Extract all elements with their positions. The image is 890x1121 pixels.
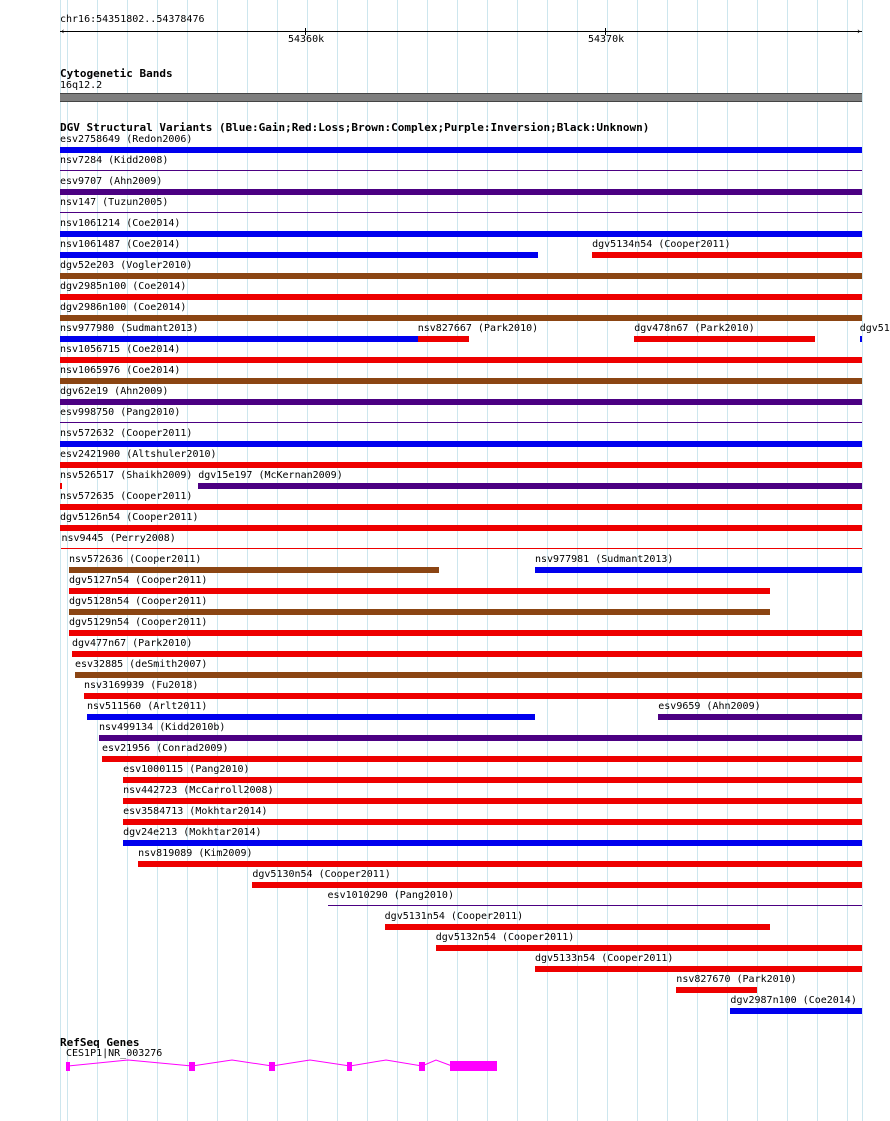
variant-bar[interactable]: [60, 294, 862, 300]
variant-bar[interactable]: [87, 714, 535, 720]
variant-label[interactable]: nsv511560 (Arlt2011): [86, 701, 208, 712]
variant-bar[interactable]: [123, 819, 862, 825]
variant-bar[interactable]: [60, 212, 862, 213]
gene-exon[interactable]: [269, 1062, 275, 1071]
gene-label[interactable]: CES1P1|NR_003276: [66, 1048, 163, 1059]
variant-label[interactable]: dgv52e203 (Vogler2010): [60, 260, 193, 271]
variant-bar[interactable]: [60, 189, 862, 195]
variant-bar[interactable]: [75, 672, 862, 678]
variant-bar[interactable]: [60, 147, 862, 153]
variant-bar[interactable]: [99, 735, 862, 741]
variant-label[interactable]: nsv442723 (McCarroll2008): [123, 785, 274, 796]
gene-exon[interactable]: [347, 1062, 352, 1071]
variant-bar[interactable]: [634, 336, 814, 342]
ruler-right-arrow: ›: [856, 27, 862, 37]
gene-exon[interactable]: [66, 1062, 70, 1071]
variant-label[interactable]: nsv827667 (Park2010): [417, 323, 539, 334]
gene-intron-line: [68, 1060, 452, 1066]
variant-label[interactable]: nsv977981 (Sudmant2013): [534, 554, 674, 565]
variant-bar[interactable]: [535, 567, 862, 573]
track-title-refseq: RefSeq Genes: [60, 1036, 140, 1049]
gene-exon[interactable]: [189, 1062, 195, 1071]
gene-model[interactable]: [0, 1056, 890, 1076]
variant-label[interactable]: dgv5134n54 (Cooper2011): [592, 239, 731, 250]
variant-label[interactable]: esv998750 (Pang2010): [60, 407, 181, 418]
variant-label[interactable]: dgv15e197 (McKernan2009): [198, 470, 343, 481]
variant-bar[interactable]: [60, 504, 862, 510]
variant-label[interactable]: nsv1061214 (Coe2014): [60, 218, 181, 229]
variant-bar[interactable]: [730, 1008, 862, 1014]
variant-label[interactable]: nsv819089 (Kim2009): [138, 848, 253, 859]
variant-bar[interactable]: [69, 588, 770, 594]
variant-label[interactable]: esv2421900 (Altshuler2010): [60, 449, 217, 460]
variant-bar[interactable]: [123, 798, 862, 804]
variant-label[interactable]: nsv572636 (Cooper2011): [68, 554, 202, 565]
variant-label[interactable]: dgv5129n54 (Cooper2011): [68, 617, 208, 628]
variant-label[interactable]: dgv477n67 (Park2010): [71, 638, 193, 649]
variant-label[interactable]: dgv2985n100 (Coe2014): [60, 281, 187, 292]
variant-label[interactable]: nsv1056715 (Coe2014): [60, 344, 181, 355]
variant-label[interactable]: nsv1065976 (Coe2014): [60, 365, 181, 376]
variant-label[interactable]: dgv478n67 (Park2010): [634, 323, 755, 334]
variant-bar[interactable]: [84, 693, 862, 699]
gene-exon[interactable]: [450, 1061, 497, 1071]
variant-label[interactable]: esv21956 (Conrad2009): [102, 743, 229, 754]
variant-label[interactable]: dgv5131n54 (Cooper2011): [384, 911, 524, 922]
variant-bar[interactable]: [60, 441, 862, 447]
variant-bar[interactable]: [418, 336, 469, 342]
variant-bar[interactable]: [69, 609, 770, 615]
variant-bar[interactable]: [102, 756, 862, 762]
variant-bar[interactable]: [61, 548, 862, 549]
track-title-dgv: DGV Structural Variants (Blue:Gain;Red:Loss;Brown:Complex;Purple:Inversion;Black:Unknown): [60, 121, 650, 134]
variant-label[interactable]: esv1000115 (Pang2010): [123, 764, 250, 775]
variant-bar[interactable]: [72, 651, 862, 657]
cytoband-label: 16q12.2: [60, 80, 103, 91]
variant-label[interactable]: esv32885 (deSmith2007): [74, 659, 208, 670]
variant-label[interactable]: esv2758649 (Redon2006): [60, 134, 193, 145]
variant-label[interactable]: dgv24e213 (Mokhtar2014): [123, 827, 262, 838]
variant-label[interactable]: dgv2986n100 (Coe2014): [60, 302, 187, 313]
variant-bar[interactable]: [860, 336, 862, 342]
variant-bar[interactable]: [535, 966, 862, 972]
variant-bar[interactable]: [198, 483, 862, 489]
variant-bar[interactable]: [123, 777, 862, 783]
variant-bar[interactable]: [60, 483, 62, 489]
variant-label[interactable]: dgv62e19 (Ahn2009): [60, 386, 169, 397]
variant-bar[interactable]: [60, 252, 538, 258]
variant-label[interactable]: nsv572635 (Cooper2011): [60, 491, 193, 502]
variant-bar[interactable]: [60, 525, 862, 531]
variant-label[interactable]: dgv5133n54 (Cooper2011): [534, 953, 674, 964]
variant-label[interactable]: nsv572632 (Cooper2011): [60, 428, 193, 439]
variant-bar[interactable]: [69, 567, 439, 573]
variant-bar[interactable]: [123, 840, 862, 846]
variant-label[interactable]: nsv7284 (Kidd2008): [60, 155, 169, 166]
ruler-tick-label: 54370k: [588, 34, 625, 45]
variant-bar[interactable]: [60, 422, 862, 423]
variant-bar[interactable]: [60, 357, 862, 363]
variant-label[interactable]: esv9707 (Ahn2009): [60, 176, 163, 187]
variant-label[interactable]: dgv5130n54 (Cooper2011): [252, 869, 391, 880]
variant-bar[interactable]: [328, 905, 862, 906]
variant-label[interactable]: nsv147 (Tuzun2005): [60, 197, 169, 208]
variant-bar[interactable]: [60, 231, 862, 237]
variant-label[interactable]: esv3584713 (Mokhtar2014): [123, 806, 268, 817]
variant-bar[interactable]: [69, 630, 862, 636]
variant-label[interactable]: esv1010290 (Pang2010): [327, 890, 454, 901]
variant-bar[interactable]: [60, 170, 862, 171]
variant-label[interactable]: nsv9445 (Perry2008): [61, 533, 176, 544]
variant-bar[interactable]: [436, 945, 862, 951]
variant-bar[interactable]: [60, 315, 862, 321]
variant-bar[interactable]: [658, 714, 862, 720]
ruler-tick-label: 54360k: [288, 34, 325, 45]
variant-label[interactable]: nsv1061487 (Coe2014): [60, 239, 181, 250]
ruler-left-arrow: ‹: [60, 27, 66, 37]
variant-label[interactable]: esv9659 (Ahn2009): [658, 701, 761, 712]
variant-label[interactable]: dgv5126n54 (Cooper2011): [60, 512, 199, 523]
variant-bar[interactable]: [676, 987, 757, 993]
gene-exon[interactable]: [419, 1062, 425, 1071]
variant-label[interactable]: nsv3169939 (Fu2018): [83, 680, 199, 691]
variant-bar[interactable]: [60, 462, 862, 468]
track-title-cytobands: Cytogenetic Bands: [60, 67, 173, 80]
variant-bar[interactable]: [138, 861, 862, 867]
variant-label[interactable]: nsv526517 (Shaikh2009): [60, 470, 193, 481]
variant-label[interactable]: dgv2987n100 (Coe2014): [730, 995, 857, 1006]
variant-label[interactable]: dgv5127n54 (Cooper2011): [68, 575, 208, 586]
variant-label[interactable]: dgv5132n54 (Cooper2011): [435, 932, 575, 943]
variant-bar[interactable]: [60, 378, 862, 384]
variant-label[interactable]: dgv51: [859, 323, 890, 334]
variant-bar[interactable]: [60, 336, 418, 342]
variant-bar[interactable]: [252, 882, 862, 888]
position-label: chr16:54351802..54378476: [60, 14, 205, 25]
variant-label[interactable]: nsv827670 (Park2010): [676, 974, 797, 985]
variant-bar[interactable]: [60, 273, 862, 279]
variant-label[interactable]: nsv977980 (Sudmant2013): [60, 323, 199, 334]
variant-label[interactable]: dgv5128n54 (Cooper2011): [68, 596, 208, 607]
variant-bar[interactable]: [385, 924, 770, 930]
variant-bar[interactable]: [60, 399, 862, 405]
variant-label[interactable]: nsv499134 (Kidd2010b): [99, 722, 226, 733]
variant-bar[interactable]: [592, 252, 862, 258]
